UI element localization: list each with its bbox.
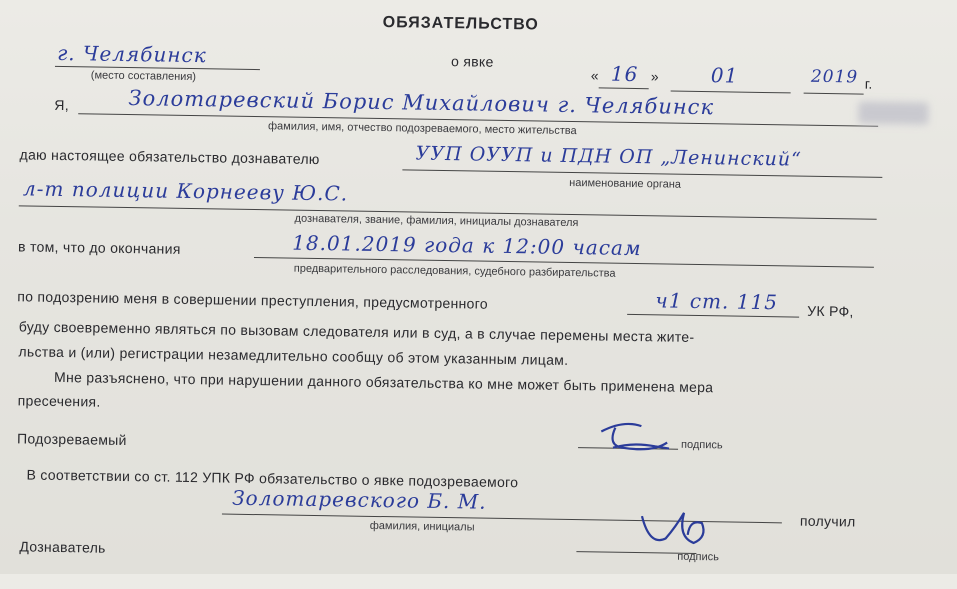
body-line-2: льства и (или) регистрации незамедлительно сообщу об этом указанным лицам. bbox=[18, 343, 569, 368]
suspicion-line bbox=[627, 314, 799, 318]
officer-value: л-т полиции Корнееву Ю.С. bbox=[22, 176, 349, 206]
suspect-signature bbox=[593, 417, 674, 458]
person-caption: фамилия, имя, отчество подозреваемого, место жительства bbox=[267, 120, 577, 138]
person-prefix: Я, bbox=[54, 96, 70, 114]
redacted-area bbox=[858, 101, 928, 124]
officer-signature bbox=[631, 506, 712, 557]
date-day-line bbox=[599, 87, 649, 89]
suspicion-suffix: УК РФ, bbox=[807, 302, 854, 320]
suspicion-prefix: по подозрению меня в совершении преступления, предусмотренного bbox=[17, 288, 489, 312]
place-value: г. Челябинск bbox=[56, 40, 207, 68]
received-label: получил bbox=[799, 512, 856, 530]
organ-value: УУП ОУУП и ПДН ОП „Ленинский“ bbox=[415, 142, 802, 171]
date-month-line bbox=[671, 91, 791, 94]
date-year-suffix: г. bbox=[864, 75, 873, 92]
suspect-signature-caption: подпись bbox=[681, 438, 723, 452]
term-caption: предварительного расследования, судебного разбирательства bbox=[293, 262, 616, 280]
place-caption: (место составления) bbox=[90, 69, 197, 84]
organ-prefix: даю настоящее обязательство дознавателю bbox=[19, 146, 320, 168]
received-name-value: Золотаревского Б. М. bbox=[232, 485, 487, 514]
officer-label: Дознаватель bbox=[19, 538, 106, 556]
term-value: 18.01.2019 года к 12:00 часам bbox=[292, 230, 642, 261]
accordance-text: В соответствии со ст. 112 УПК РФ обязательство о явке подозреваемого bbox=[26, 466, 519, 491]
date-day: 16 bbox=[610, 61, 639, 87]
officer-signature-caption: подпись bbox=[677, 550, 720, 564]
organ-caption: наименование органа bbox=[569, 176, 682, 191]
document-subtitle: о явке bbox=[450, 53, 494, 70]
suspicion-value: ч1 ст. 115 bbox=[655, 288, 779, 315]
received-name-caption: фамилия, инициалы bbox=[369, 519, 475, 534]
person-value: Золотаревский Борис Михайлович г. Челябинск bbox=[128, 86, 715, 120]
term-prefix: в том, что до окончания bbox=[18, 238, 181, 257]
date-open-quote: « bbox=[590, 67, 600, 84]
organ-line bbox=[402, 169, 882, 178]
document-title: ОБЯЗАТЕЛЬСТВО bbox=[382, 14, 539, 34]
date-year-line bbox=[804, 93, 864, 95]
suspect-label: Подозреваемый bbox=[16, 430, 127, 449]
date-year: 2019 bbox=[810, 66, 859, 88]
date-close-quote: » bbox=[650, 68, 660, 85]
date-month: 01 bbox=[710, 63, 739, 88]
place-line bbox=[55, 66, 260, 70]
body-line-3: Мне разъяснено, что при нарушении данного обязательства ко мне может быть применена мера bbox=[53, 368, 714, 396]
officer-caption: дознавателя, звание, фамилия, инициалы дознавателя bbox=[294, 212, 579, 230]
body-line-1: буду своевременно являться по вызовам следователя или в суд, а в случае перемены места жите- bbox=[18, 318, 695, 345]
body-line-4: пресечения. bbox=[17, 392, 101, 410]
